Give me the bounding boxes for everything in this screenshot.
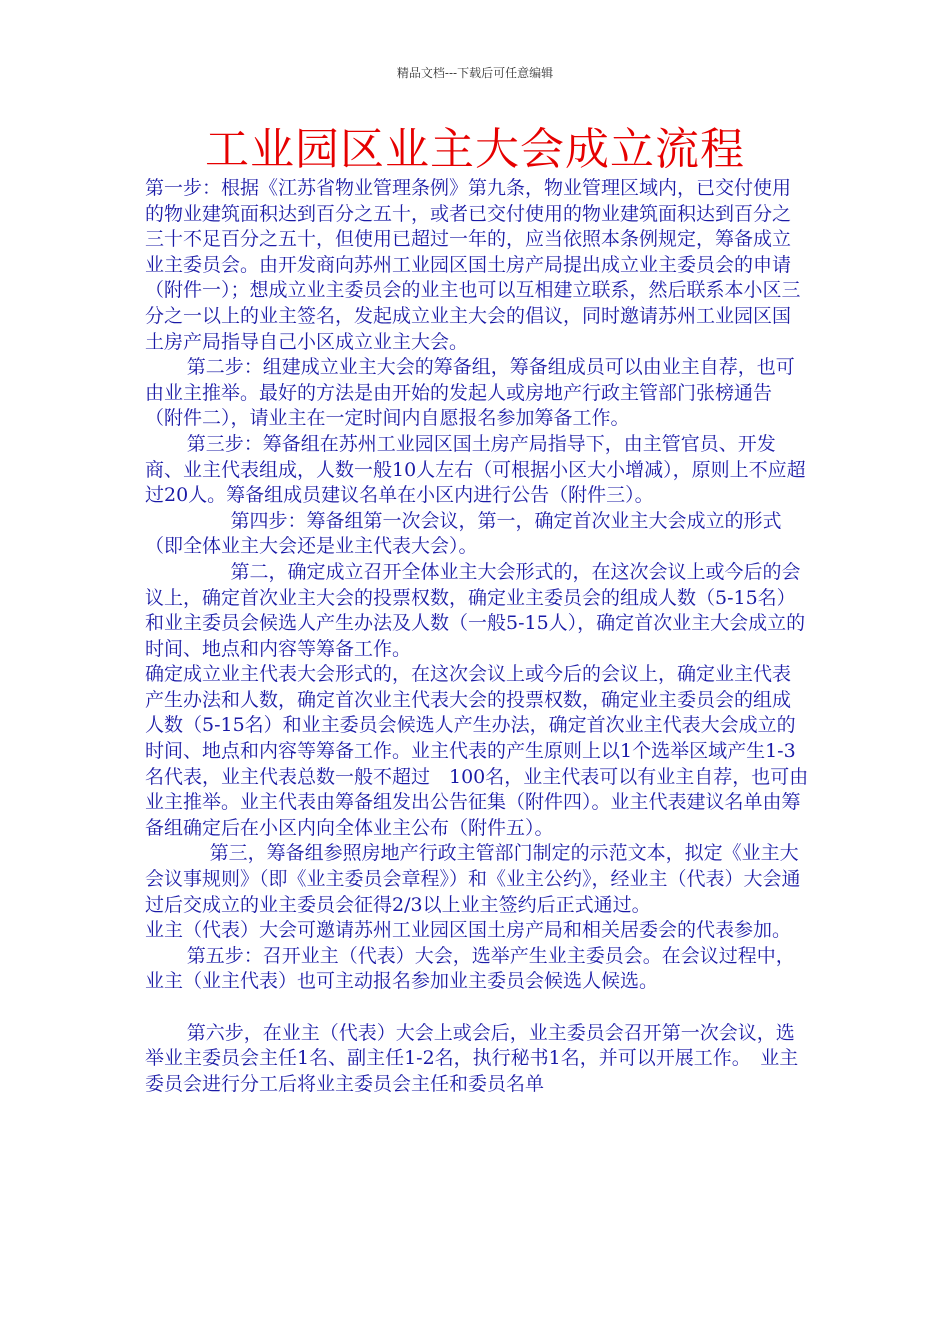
paragraph-step-4: 第四步：筹备组第一次会议，第一，确定首次业主大会成立的形式（即全体业主大会还是业主代表大会）。 (145, 509, 782, 558)
paragraph-invitation: 业主（代表）大会可邀请苏州工业园区国土房产局和相关居委会的代表参加。 (145, 919, 792, 942)
paragraph-step-1: 第一步：根据《江苏省物业管理条例》第九条，物业管理区域内，已交付使用的物业建筑面积达到百分之五十，或者已交付使用的物业建筑面积达到百分之三十不足百分之五十，但使用已超过一年的，应当依照本条例规定，筹备成立业主委员会。由开发商向苏州工业园区国土房产局提出成立业主委员会的申请（附件一）；想成立业主委员会的业主也可以互相建立联系，然后联系本小区三分之一以上的业主签名，发起成立业主大会的倡议，同时邀请苏州工业园区国土房产局指导自己小区成立业主大会。 (145, 177, 801, 353)
paragraph-step-2: 第二步：组建成立业主大会的筹备组，筹备组成员可以由业主自荐，也可由业主推举。最好的方法是由开始的发起人或房地产行政主管部门张榜通告（附件二），请业主在一定时间内自愿报名参加筹备工作。 (145, 356, 795, 430)
document-body (145, 176, 809, 1097)
document-title: 工业园区业主大会成立流程 (205, 124, 745, 175)
paragraph-step-3: 第三步：筹备组在苏州工业园区国土房产局指导下，由主管官员、开发商、业主代表组成，人数一般10人左右（可根据小区大小增减），原则上不应超过20人。筹备组成员建议名单在小区内进行公告（附件三）。 (145, 432, 806, 507)
paragraph-step-5: 第五步：召开业主（代表）大会，选举产生业主委员会。在会议过程中，业主（业主代表）也可主动报名参加业主委员会候选人候选。 (145, 944, 795, 993)
paragraph-step-4-second: 第二，确定成立召开全体业主大会形式的，在这次会议上或今后的会议上，确定首次业主大会的投票权数，确定业主委员会的组成人数（5-15名）和业主委员会候选人产生办法及人数（一般5-15人），确定首次业主大会成立的时间、地点和内容等筹备工作。 (145, 560, 806, 660)
paragraph-step-4-third: 第三，筹备组参照房地产行政主管部门制定的示范文本，拟定《业主大会议事规则》（即《业主委员会章程》）和《业主公约》，经业主（代表）大会通过后交成立的业主委员会征得2/3以上业主签约后正式通过。 (145, 842, 801, 916)
paragraph-step-6: 第六步，在业主（代表）大会上或会后，业主委员会召开第一次会议，选举业主委员会主任1名、副主任1-2名，执行秘书1名，并可以开展工作。 业主委员会进行分工后将业主委员会主任和委员名单 (145, 1021, 799, 1095)
paragraph-gap (145, 995, 809, 1021)
page-header: 精品文档---下载后可任意编辑 (396, 66, 554, 80)
paragraph-representative-form: 确定成立业主代表大会形式的，在这次会议上或今后的会议上，确定业主代表产生办法和人数，确定首次业主代表大会的投票权数，确定业主委员会的组成人数（5-15名）和业主委员会候选人产生办法，确定首次业主代表大会成立的时间、地点和内容等筹备工作。业主代表的产生原则上以1个选举区域产生1-3名代表，业主代表总数一般不超过 100名，业主代表可以有业主自荐，也可由业主推举。业主代表由筹备组发出公告征集（附件四）。业主代表建议名单由筹备组确定后在小区内向全体业主公布（附件五）。 (145, 663, 809, 839)
